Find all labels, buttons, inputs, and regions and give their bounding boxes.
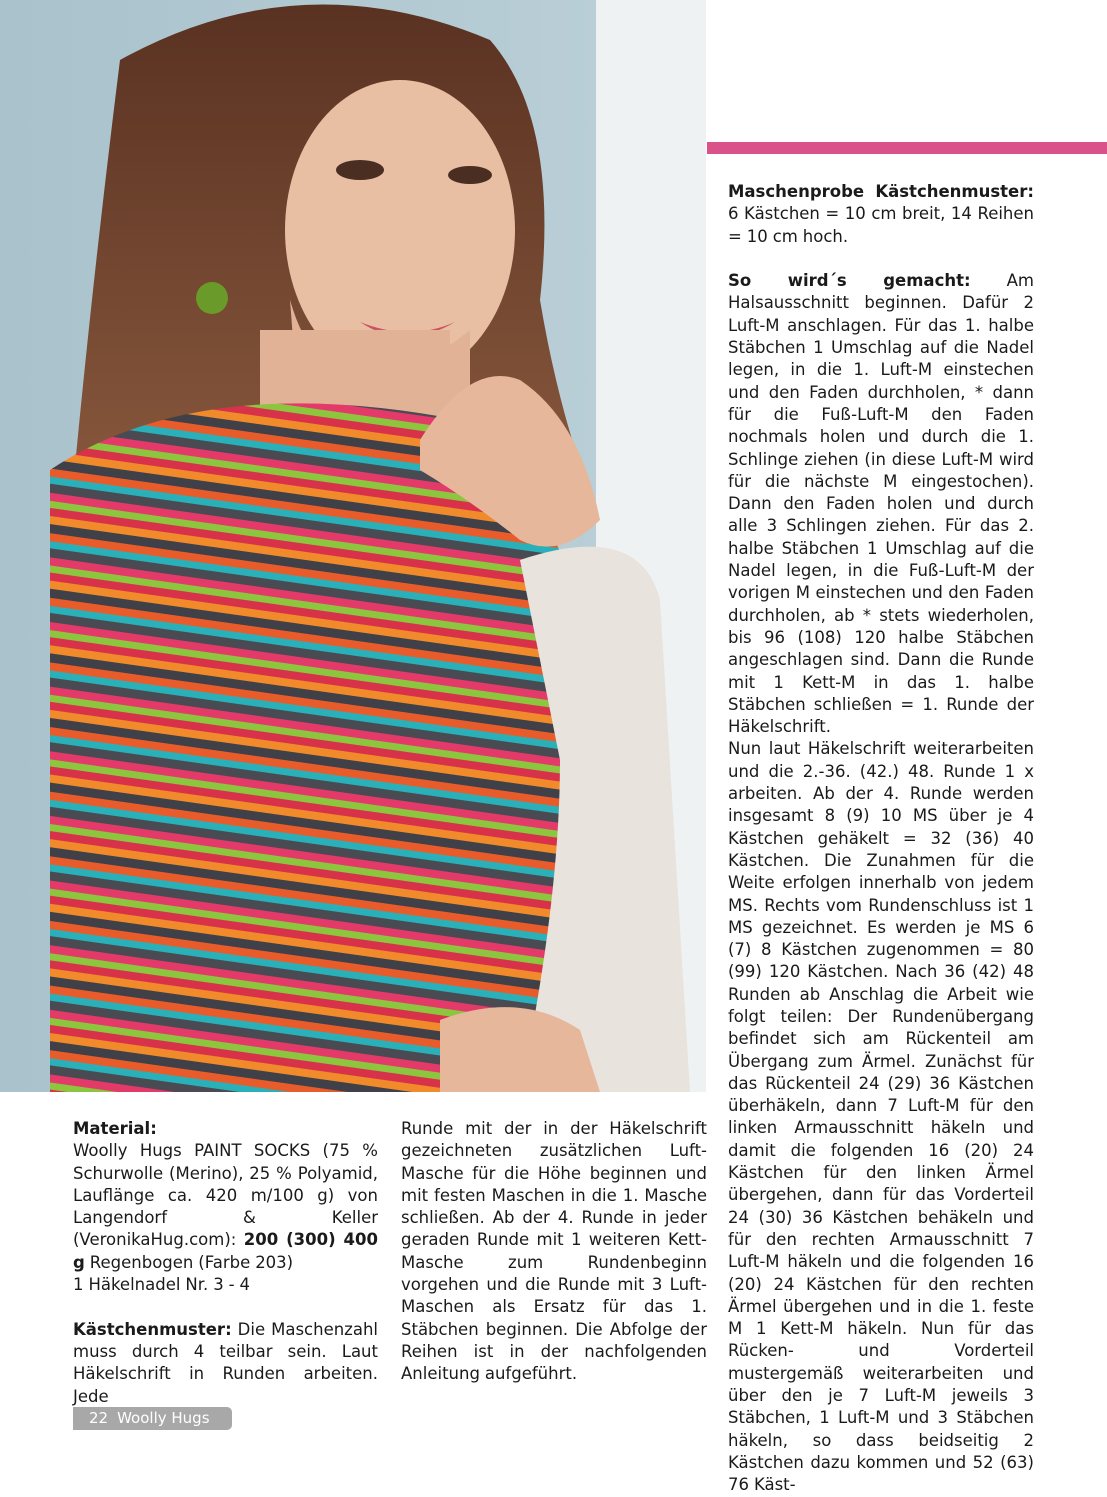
page-footer [73, 1407, 232, 1430]
anleitung-text-continued: Nun laut Häkelschrift weiterarbeiten und die 2.-36. (42.) 48. Runde 1 x arbeiten. Ab der 4. Runde werden insgesamt 8 (9) 10 MS über je 4 Kästchen gehäkelt = 32 (36) 40 Kästchen. Die Zunahmen für die Weite erfolgen innerhalb von jedem MS. Rechts vom Rundenschluss ist 1 MS gezeichnet. Es werden je MS 6 (7) 8 Kästchen zugenommen = 80 (99) 120 Kästchen. Nach 36 (42) 48 Runden ab Anschlag die Arbeit wie folgt teilen: Der Rundenübergang befindet sich am Rückenteil am Übergang zum Ärmel. Zunächst für das Rückenteil 24 (29) 36 Kästchen überhäkeln, dann 7 Luft-M für den linken Armausschnitt häkeln und damit die folgenden 16 (20) 24 Kästchen für den linken Ärmel übergehen, dann für das Vorderteil 24 (30) 36 Kästchen behäkeln und für den rechten Armausschnitt 7 Luft-M häkeln und die folgenden 16 (20) 24 Kästchen für den rechten Ärmel übergehen und in die 1. feste M 1 Kett-M häkeln. Nun für das Rücken- und Vorderteil mustergemäß weiterarbeiten und über den je 7 Luft-M jeweils 3 Stäbchen, 1 Luft-M und 3 Stäbchen häkeln, so dass beidseitig 2 Kästchen dazu kommen und 52 (63) 76 Käst- [728, 739, 1034, 1495]
kaestchenmuster-continued: Runde mit der in der Häkelschrift gezeichneten zusätzlichen Luft-Masche für die Höhe beginnen und mit festen Maschen in die 1. Masche schließen. Ab der 4. Runde in jeder geraden Runde mit 1 weiteren Kett-Masche zum Rundenbeginn vorgehen und die Runde mit 3 Luft-Maschen als Ersatz für das 1. Stäbchen beginnen. Die Abfolge der Reihen ist in der nachfolgenden Anleitung aufgeführt. [401, 1119, 707, 1384]
accent-rule [707, 142, 1107, 154]
right-column [728, 181, 1034, 1497]
photo-illustration [0, 0, 706, 1092]
anleitung-text: Am Halsausschnitt beginnen. Dafür 2 Luft-M anschlagen. Für das 1. halbe Stäbchen 1 Umschlag auf die Nadel legen, in die 1. Luft-M einstechen und den Faden durchholen, * dann für die Fuß-Luft-M den Faden nochmals holen und durch die 1. Schlinge ziehen (in diese Luft-M wird für die nächste M eingestochen). Dann den Faden holen und durch alle 3 Schlingen ziehen. Für das 2. halbe Stäbchen 1 Umschlag auf die Nadel legen, in die Fuß-Luft-M der vorigen M einstechen und den Faden durchholen, ab * stets wiederholen, bis 96 (108) 120 halbe Stäbchen angeschlagen sind. Dann die Runde mit 1 Kett-M in das 1. halbe Stäbchen schließen = 1. Runde der Häkelschrift. [728, 271, 1034, 737]
left-column [73, 1118, 378, 1408]
page-number: 22 [89, 1409, 109, 1427]
kaestchenmuster-heading: Kästchenmuster: [73, 1319, 232, 1339]
maschenprobe-text: 6 Kästchen = 10 cm breit, 14 Reihen = 10 cm hoch. [728, 204, 1034, 246]
material-quantity: 200 (300) 400 g [73, 1230, 378, 1272]
material-hook: 1 Häkelnadel Nr. 3 - 4 [73, 1275, 251, 1295]
middle-column [401, 1118, 707, 1386]
material-heading: Material: [73, 1119, 157, 1138]
material-yarn: Woolly Hugs PAINT SOCKS (75 % Schurwolle (Merino), 25 % Polyamid, Lauflänge ca. 420 m/100 g) von Langendorf & Keller (VeronikaHug.com): [73, 1141, 378, 1250]
maschenprobe-heading: Maschenprobe Kästchenmuster: [728, 182, 1034, 201]
anleitung-heading: So wird´s gemacht: [728, 271, 971, 291]
material-color: Regenbogen (Farbe 203) [84, 1252, 294, 1272]
magazine-name: Woolly Hugs [117, 1409, 210, 1427]
kaestchenmuster-text: Die Maschenzahl muss durch 4 teilbar sein. Laut Häkelschrift in Runden arbeiten. Jede [73, 1319, 378, 1406]
model-photo [0, 0, 706, 1092]
